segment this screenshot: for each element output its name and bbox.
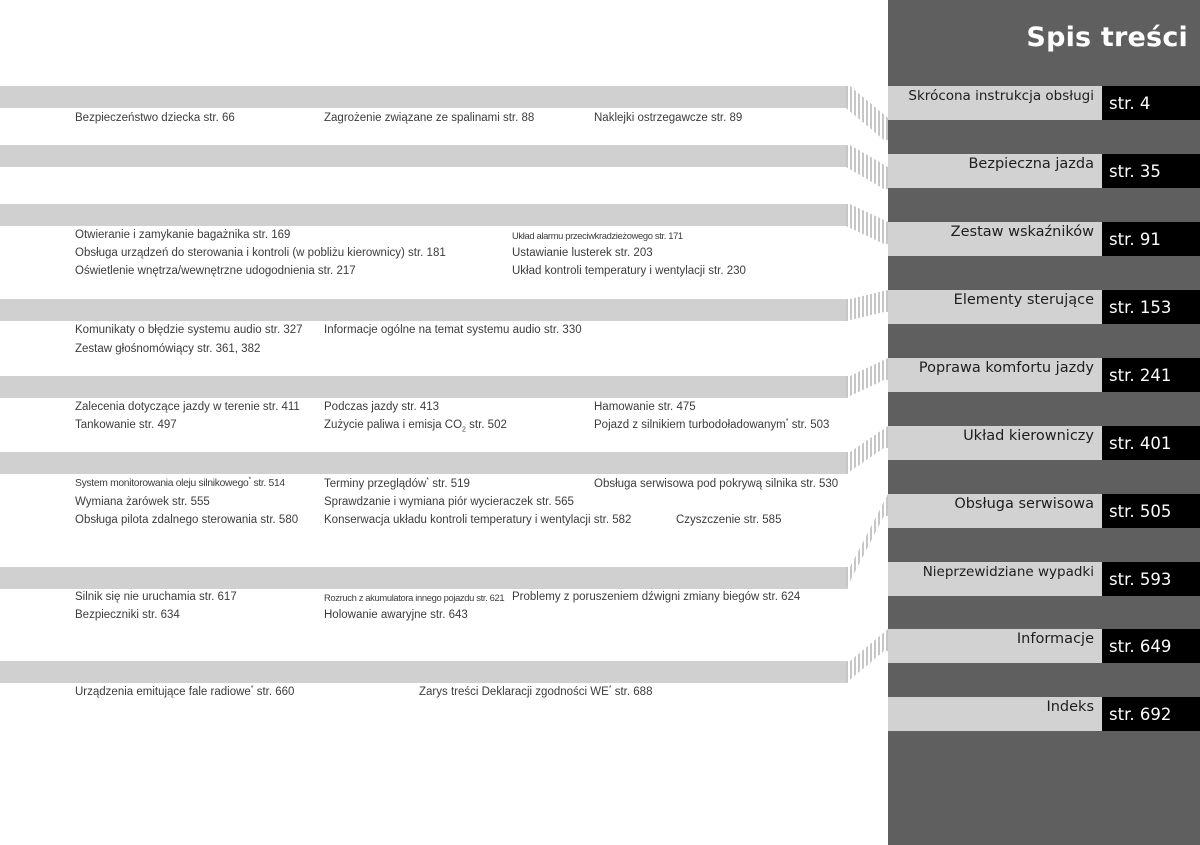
- topic-text: System monitorowania oleju silnikowego: [75, 478, 249, 489]
- section-band: [0, 661, 848, 683]
- connector-hatch: [846, 629, 888, 685]
- connector-hatch: [846, 145, 888, 189]
- toc-entry-label: Skrócona instrukcja obsługi: [888, 86, 1102, 120]
- topic-link[interactable]: Obsługa urządzeń do sterowania i kontroli (w pobliżu kierownicy) str. 181: [75, 247, 446, 259]
- section-band: [0, 567, 848, 589]
- toc-entry-page: str. 505: [1102, 494, 1200, 528]
- toc-entry-page: str. 4: [1102, 86, 1200, 120]
- topic-link[interactable]: [75, 477, 285, 491]
- toc-entry-page: str. 91: [1102, 222, 1200, 256]
- topic-link[interactable]: Sprawdzanie i wymiana piór wycieraczek str. 565: [324, 496, 574, 508]
- topic-link[interactable]: Oświetlenie wnętrza/wewnętrzne udogodnienia str. 217: [75, 265, 356, 277]
- topic-link[interactable]: Układ kontroli temperatury i wentylacji str. 230: [512, 265, 746, 277]
- topic-text: Terminy przeglądów: [324, 478, 427, 490]
- topic-link-co2[interactable]: [324, 418, 507, 432]
- connector-hatch: [846, 426, 888, 476]
- sidebar-title: Spis treści: [1026, 22, 1188, 53]
- toc-entry-page: str. 401: [1102, 426, 1200, 460]
- section-band: [0, 452, 848, 474]
- toc-entry-page: str. 649: [1102, 629, 1200, 663]
- toc-entry-page: str. 241: [1102, 358, 1200, 392]
- topic-link[interactable]: Holowanie awaryjne str. 643: [324, 609, 468, 621]
- toc-entry-label: Poprawa komfortu jazdy: [888, 358, 1102, 392]
- toc-entry-label: Informacje: [888, 629, 1102, 663]
- toc-entry-page: str. 153: [1102, 290, 1200, 324]
- topic-link[interactable]: Silnik się nie uruchamia str. 617: [75, 591, 237, 603]
- asterisk-mark: *: [250, 685, 254, 693]
- topic-link[interactable]: Bezpieczeństwo dziecka str. 66: [75, 112, 235, 124]
- toc-entry-label: Zestaw wskaźników: [888, 222, 1102, 256]
- topic-link[interactable]: Konserwacja układu kontroli temperatury i wentylacji str. 582: [324, 514, 632, 526]
- section-band: [0, 376, 848, 398]
- section-band: [0, 299, 848, 321]
- section-band: [0, 86, 848, 108]
- toc-entry-emergencies[interactable]: [888, 562, 1200, 596]
- toc-entry-label: Indeks: [888, 697, 1102, 731]
- topic-text: Zarys treści Deklaracji zgodności WE: [419, 686, 609, 698]
- topic-link[interactable]: [419, 685, 652, 699]
- topic-link[interactable]: Obsługa pilota zdalnego sterowania str. 580: [75, 514, 299, 526]
- topic-link[interactable]: Bezpieczniki str. 634: [75, 609, 180, 621]
- connector-hatch: [846, 494, 888, 590]
- toc-entry-label: Obsługa serwisowa: [888, 494, 1102, 528]
- toc-entry-page: str. 593: [1102, 562, 1200, 596]
- section-band: [0, 204, 848, 226]
- toc-entry-index[interactable]: [888, 697, 1200, 731]
- topic-text: Urządzenia emitujące fale radiowe: [75, 686, 251, 698]
- toc-entry-label: Nieprzewidziane wypadki: [888, 562, 1102, 596]
- toc-entry-instrument-panel[interactable]: [888, 222, 1200, 256]
- toc-entry-label: Elementy sterujące: [888, 290, 1102, 324]
- connector-hatch: [846, 204, 888, 256]
- topic-link[interactable]: Hamowanie str. 475: [594, 401, 696, 413]
- topic-link[interactable]: Zalecenia dotyczące jazdy w terenie str. 411: [75, 401, 300, 413]
- topic-link[interactable]: Zestaw głośnomówiący str. 361, 382: [75, 343, 261, 355]
- toc-entry-quick-guide[interactable]: [888, 86, 1200, 120]
- topic-link[interactable]: [594, 418, 829, 432]
- topic-link[interactable]: Obsługa serwisowa pod pokrywą silnika str. 530: [594, 478, 839, 490]
- connector-hatch: [846, 290, 888, 324]
- topic-page: str. 503: [788, 419, 830, 431]
- toc-entry-information[interactable]: [888, 629, 1200, 663]
- toc-entry-page: str. 35: [1102, 154, 1200, 188]
- topic-link[interactable]: [324, 477, 470, 491]
- toc-entry-safe-driving[interactable]: [888, 154, 1200, 188]
- topic-text: Zużycie paliwa i emisja CO: [324, 419, 463, 431]
- toc-entry-controls[interactable]: [888, 290, 1200, 324]
- topic-page: str. 519: [429, 478, 470, 490]
- topic-link[interactable]: Podczas jazdy str. 413: [324, 401, 440, 413]
- connector-hatch: [846, 358, 888, 400]
- toc-entry-label: Bezpieczna jazda: [888, 154, 1102, 188]
- topic-link[interactable]: [75, 685, 294, 699]
- toc-entry-steering[interactable]: [888, 426, 1200, 460]
- asterisk-mark: *: [248, 476, 251, 484]
- topic-link[interactable]: Wymiana żarówek str. 555: [75, 496, 210, 508]
- asterisk-mark: *: [785, 418, 789, 426]
- topic-link[interactable]: Problemy z poruszeniem dźwigni zmiany biegów str. 624: [512, 591, 801, 603]
- topic-page: str. 688: [611, 686, 653, 698]
- topic-link[interactable]: Otwieranie i zamykanie bagażnika str. 169: [75, 229, 291, 241]
- topic-page: str. 502: [465, 419, 507, 431]
- topic-text: Pojazd z silnikiem turbodoładowanym: [594, 419, 786, 431]
- topic-link[interactable]: Zagrożenie związane ze spalinami str. 88: [324, 112, 535, 124]
- topic-link[interactable]: Tankowanie str. 497: [75, 419, 177, 431]
- asterisk-mark: *: [608, 685, 612, 693]
- toc-entry-label: Układ kierowniczy: [888, 426, 1102, 460]
- toc-entry-comfort[interactable]: [888, 358, 1200, 392]
- toc-entry-maintenance[interactable]: [888, 494, 1200, 528]
- topic-link[interactable]: Rozruch z akumulatora innego pojazdu str. 621: [324, 592, 505, 603]
- topic-page: str. 514: [250, 478, 285, 489]
- connector-hatch: [846, 86, 888, 140]
- topic-page: str. 660: [253, 686, 295, 698]
- asterisk-mark: *: [426, 477, 429, 485]
- topic-link[interactable]: Komunikaty o błędzie systemu audio str. 327: [75, 324, 303, 336]
- topic-link[interactable]: Układ alarmu przeciwkradzieżowego str. 171: [512, 230, 683, 241]
- toc-entry-page: str. 692: [1102, 697, 1200, 731]
- topic-link[interactable]: Ustawianie lusterek str. 203: [512, 247, 653, 259]
- section-band: [0, 145, 848, 167]
- topic-link[interactable]: Naklejki ostrzegawcze str. 89: [594, 112, 743, 124]
- subscript: 2: [462, 426, 466, 434]
- topic-link[interactable]: Informacje ogólne na temat systemu audio str. 330: [324, 324, 582, 336]
- topic-link[interactable]: Czyszczenie str. 585: [676, 514, 782, 526]
